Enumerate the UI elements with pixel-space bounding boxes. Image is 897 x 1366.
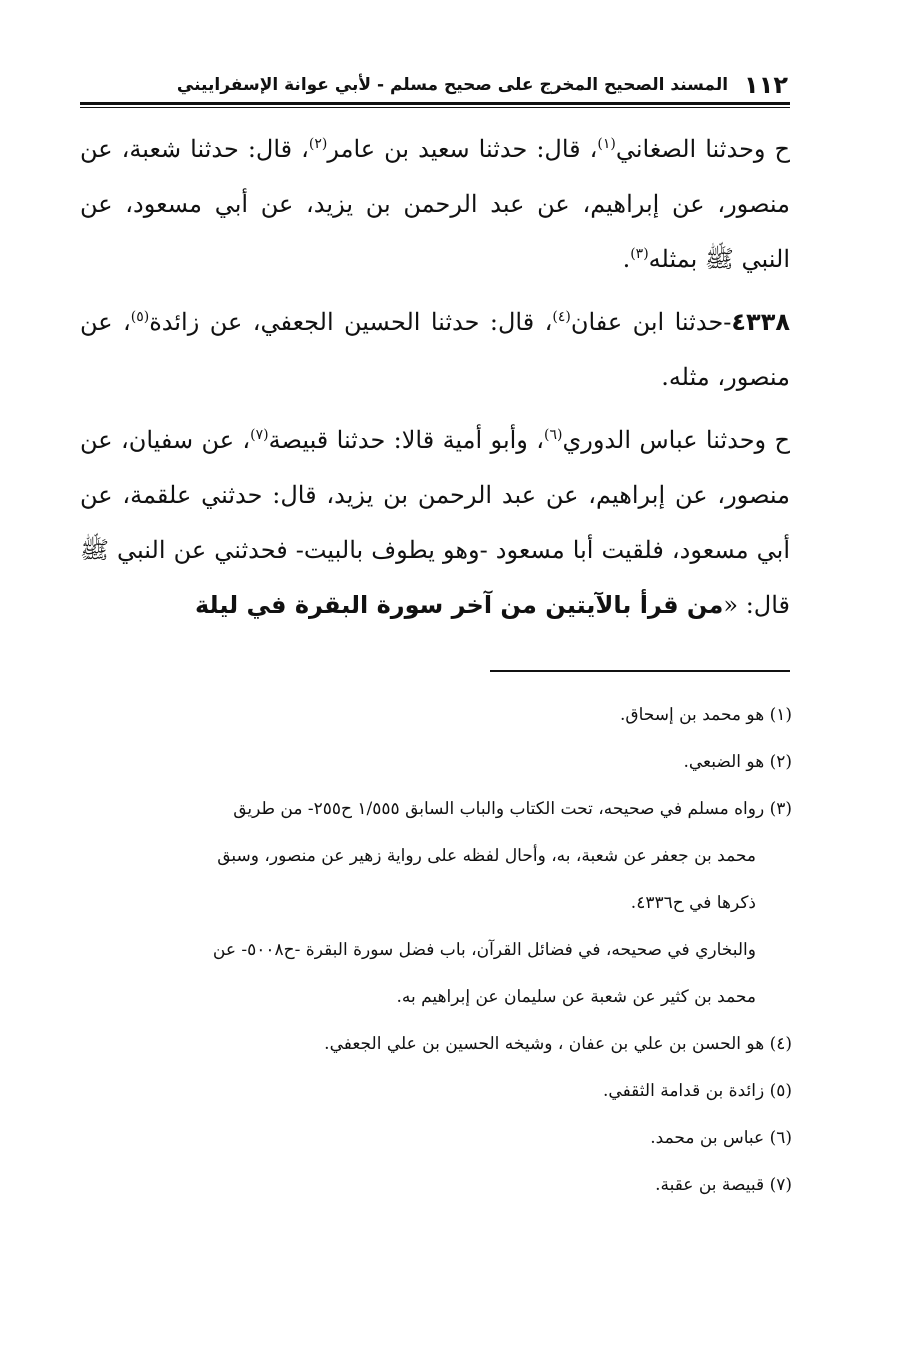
footnote-line: ذكرها في ح٤٣٣٦. xyxy=(630,893,756,913)
running-title: المسند الصحيح المخرج على صحيح مسلم - لأبي عوانة الإسفراييني xyxy=(176,75,729,95)
hadith-matn: من قرأ بالآيتين من آخر سورة البقرة في ليلة xyxy=(195,591,724,619)
text: ح وحدثنا الصغاني xyxy=(615,135,791,163)
text: ، قال: حدثنا الحسين الجعفي، عن زائدة xyxy=(149,308,553,336)
footnotes xyxy=(80,692,792,1209)
paragraph-2 xyxy=(80,295,790,405)
footnote-ref[interactable]: (٧) xyxy=(250,427,269,443)
footnote-line: والبخاري في صحيحه، في فضائل القرآن، باب فضل سورة البقرة -ح٥٠٠٨- عن xyxy=(212,940,756,960)
footnote-line: (٦) عباس بن محمد. xyxy=(650,1128,792,1148)
page-number: ١١٢ xyxy=(744,71,788,99)
footnote-ref[interactable]: (٥) xyxy=(130,309,150,325)
footnote-ref[interactable]: (١) xyxy=(597,136,616,152)
footnote-ref[interactable]: (٦) xyxy=(544,427,563,443)
footnote-ref[interactable]: (٣) xyxy=(630,246,649,262)
footnote-line: محمد بن جعفر عن شعبة، به، وأحال لفظه على رواية زهير عن منصور، وسبق xyxy=(217,846,756,866)
main-text xyxy=(80,122,790,641)
footnote-line: (١) هو محمد بن إسحاق. xyxy=(620,705,792,725)
header-rule-thin xyxy=(80,107,790,108)
footnote-line: (٣) رواه مسلم في صحيحه، تحت الكتاب والباب السابق ١/٥٥٥ ح٢٥٥- من طريق xyxy=(233,799,792,819)
footnote-line: (٢) هو الضبعي. xyxy=(683,752,792,772)
footnote-line: محمد بن كثير عن شعبة عن سليمان عن إبراهيم به. xyxy=(396,987,756,1007)
text: ، عن سفيان، عن منصور، عن إبراهيم، عن عبد الرحمن بن يزيد، قال: حدثني علقمة، عن أبي مسعود، فلقيت أبا مسعود -وهو يطوف بالبيت- فحدثني عن النبي ﷺ قال: « xyxy=(80,426,790,619)
footnote-ref[interactable]: (٢) xyxy=(308,136,328,152)
paragraph-1 xyxy=(80,122,790,287)
hadith-number: ٤٣٣٨ xyxy=(731,308,790,336)
text: ، قال: حدثنا سعيد بن عامر xyxy=(327,135,598,163)
running-header xyxy=(80,62,788,102)
text: -حدثنا ابن عفان xyxy=(570,308,732,336)
footnote-ref[interactable]: (٤) xyxy=(552,309,571,325)
text: ح وحدثنا عباس الدوري xyxy=(562,426,790,454)
footnote-line: (٧) قبيصة بن عقبة. xyxy=(655,1175,792,1195)
footnote-separator xyxy=(490,670,790,672)
footnote-line: (٤) هو الحسن بن علي بن عفان ، وشيخه الحسين بن علي الجعفي. xyxy=(324,1034,792,1054)
footnote-line: (٥) زائدة بن قدامة الثقفي. xyxy=(603,1081,792,1101)
text: ، عن منصور، مثله. xyxy=(80,308,790,391)
text: ، قال: حدثنا شعبة، عن منصور، عن إبراهيم، عن عبد الرحمن بن يزيد، عن أبي مسعود، عن النبي ﷺ بمثله xyxy=(80,135,790,273)
header-rule xyxy=(80,102,790,105)
paragraph-3 xyxy=(80,413,790,633)
text: . xyxy=(622,245,631,273)
text: ، وأبو أمية قالا: حدثنا قبيصة xyxy=(268,426,544,454)
